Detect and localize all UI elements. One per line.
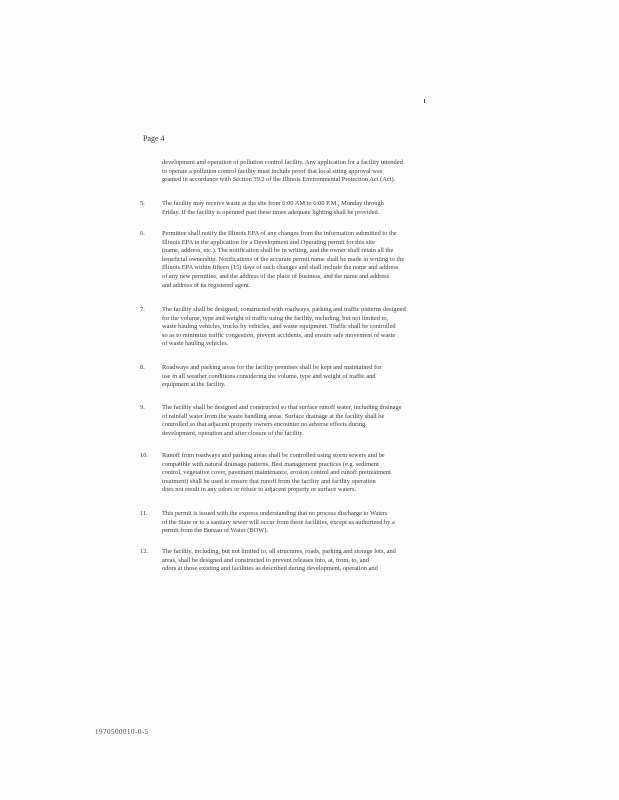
text-line: for the volume, type and weight of traffic using the facility, including, but not limited to,: [162, 314, 389, 322]
text-line: areas, shall be designed and constructed to prevent releases into, at, from, to, and: [162, 556, 369, 564]
text-line: granted in accordance with Section 39.2 of the Illinois Environmental Protection Act (Act).: [162, 176, 396, 184]
condition-7: [140, 306, 478, 349]
text-line: controlled so that adjacent property owners encounter no adverse effects during: [162, 421, 366, 429]
text-line: (name, address, etc.). The notification shall be in writing, and the owner shall retain all the: [162, 247, 394, 255]
text-line: of waste hauling vehicles.: [162, 340, 229, 348]
text-line: of any new permittee, and the address of the place of business, and the name and address: [162, 272, 390, 280]
text-line: Illinois EPA in the application for a Development and Operating permit for this site: [162, 238, 375, 246]
text-line: to operate a pollution control facility must include proof that local siting approval was: [162, 167, 383, 175]
text-line: beneficial ownership. Notifications of the accurate permit name shall be made in writing to the: [162, 255, 405, 263]
text-line: The facility may receive waste at the site from 6:00 AM to 6:00 P.M., Monday through: [162, 200, 384, 207]
condition-11: [140, 510, 478, 536]
condition-number: 10.: [140, 452, 148, 459]
condition-5: [140, 200, 478, 217]
text-line: of the State or to a sanitary sewer will occur from these facilities, except as authorized by a: [162, 518, 395, 526]
text-line: equipment at the facility.: [162, 381, 226, 389]
condition-10: [140, 452, 478, 495]
condition-number: 11.: [140, 510, 148, 517]
text-line: This permit is issued with the express understanding that no process discharge to Waters: [162, 510, 388, 517]
document-id: 1970500010-0-5: [95, 728, 149, 736]
text-line: control, vegetative cover, pavement maintenance, erosion control and runoff pretreatment: [162, 469, 391, 477]
text-line: does not result in any odors or refuse to adjacent property or surface waters.: [162, 486, 357, 494]
page-label: Page 4: [143, 134, 165, 143]
condition-number: 6.: [140, 230, 145, 237]
condition-number: 8.: [140, 364, 145, 371]
scan-speck: [424, 99, 425, 103]
text-line: Illinois EPA within fifteen (15) days of such changes and shall include the name and address: [162, 264, 399, 272]
text-line: Friday. If the facility is operated past these times adequate lighting shall be provided.: [162, 208, 380, 216]
text-line: of rainfall water from the waste handling areas. Surface drainage at the facility shall be: [162, 412, 385, 420]
condition-6: [140, 230, 478, 290]
text-line: Runoff from roadways and parking areas shall be controlled using storm sewers and be: [162, 452, 385, 459]
condition-12: [140, 548, 478, 574]
text-line: The facility shall be designed, constructed with roadways, parking and traffic patterns designed: [162, 306, 406, 313]
text-line: treatment) shall be used to ensure that runoff from the facility and facility operation: [162, 477, 376, 485]
condition-number: 7.: [140, 306, 145, 313]
condition-8: [140, 364, 478, 390]
text-line: and address of its registered agent.: [162, 281, 251, 289]
text-line: The facility shall be designed and constructed so that surface runoff water, including drainage: [162, 404, 402, 411]
text-line: permit from the Bureau of Water (BOW).: [162, 527, 269, 535]
text-line: use in all weather conditions considering the volume, type and weight of traffic and: [162, 372, 376, 380]
condition-number: 5.: [140, 200, 145, 207]
text-line: compatible with natural drainage patterns. Best management practices (e.g. sediment: [162, 460, 379, 468]
text-line: development and operation of pollution control facility. Any application for a facility intended: [162, 159, 403, 166]
condition-number: 9.: [140, 404, 145, 411]
text-line: The facility, including, but not limited to, all structures, roads, parking and storage lots, and: [162, 548, 396, 555]
continuation-paragraph: [162, 159, 478, 185]
text-line: development, operation and after closure of the facility.: [162, 429, 304, 437]
condition-9: [140, 404, 478, 438]
text-line: so as to minimize traffic congestion, prevent accidents, and ensure safe movement of waste: [162, 331, 396, 339]
text-line: odors at those existing and facilities as described during development, operation and: [162, 565, 378, 573]
text-line: waste hauling vehicles, trucks by vehicles, and waste equipment. Traffic shall be controlled: [162, 323, 396, 331]
text-line: Permittee shall notify the Illinois EPA of any changes from the information submitted to the: [162, 230, 397, 237]
condition-number: 12.: [140, 548, 148, 555]
text-line: Roadways and parking areas for the facility premises shall be kept and maintained for: [162, 364, 382, 371]
